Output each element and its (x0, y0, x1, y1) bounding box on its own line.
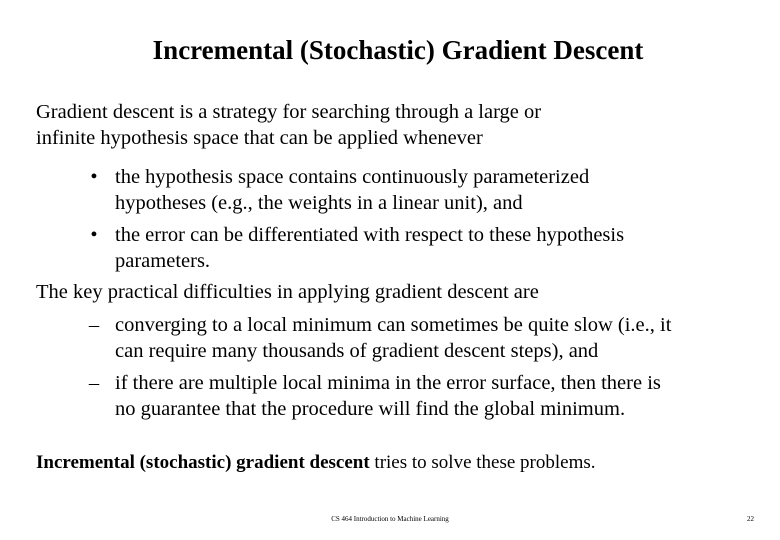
summary-sentence (36, 450, 596, 476)
footer-course: CS 464 Introduction to Machine Learning (331, 515, 449, 523)
summary-bold: Incremental (stochastic) gradient descent (36, 452, 370, 473)
intro-line-1: Gradient descent is a strategy for searching through a large or (36, 101, 542, 123)
bullet-1-line-1: the hypothesis space contains continuously parameterized (115, 166, 590, 188)
difficulty-text (115, 370, 775, 422)
slide-title: Incremental (Stochastic) Gradient Descent (152, 35, 644, 65)
bullet-text (115, 222, 775, 274)
dash-marker: – (88, 372, 100, 394)
difficulty-1-line-1: converging to a local minimum can sometimes be quite slow (i.e., it (115, 314, 672, 336)
page-number: 22 (747, 515, 754, 523)
difficulties-intro: The key practical difficulties in applying gradient descent are (36, 281, 539, 303)
summary-rest: tries to solve these problems. (369, 452, 596, 473)
bullet-text (115, 164, 775, 216)
difficulty-2-line-1: if there are multiple local minima in the error surface, then there is (115, 372, 661, 394)
difficulty-2-line-2: no guarantee that the procedure will find the global minimum. (115, 398, 626, 420)
intro-paragraph (36, 99, 766, 151)
difficulty-1-line-2: can require many thousands of gradient descent steps), and (115, 340, 599, 362)
bullet-marker: • (90, 166, 98, 188)
bullet-2-line-2: parameters. (115, 250, 211, 272)
difficulty-text (115, 312, 775, 364)
intro-line-2: infinite hypothesis space that can be applied whenever (36, 127, 483, 149)
bullet-1-line-2: hypotheses (e.g., the weights in a linear unit), and (115, 192, 523, 214)
bullet-2-line-1: the error can be differentiated with respect to these hypothesis (115, 224, 625, 246)
bullet-marker: • (90, 224, 98, 246)
dash-marker: – (88, 314, 100, 336)
